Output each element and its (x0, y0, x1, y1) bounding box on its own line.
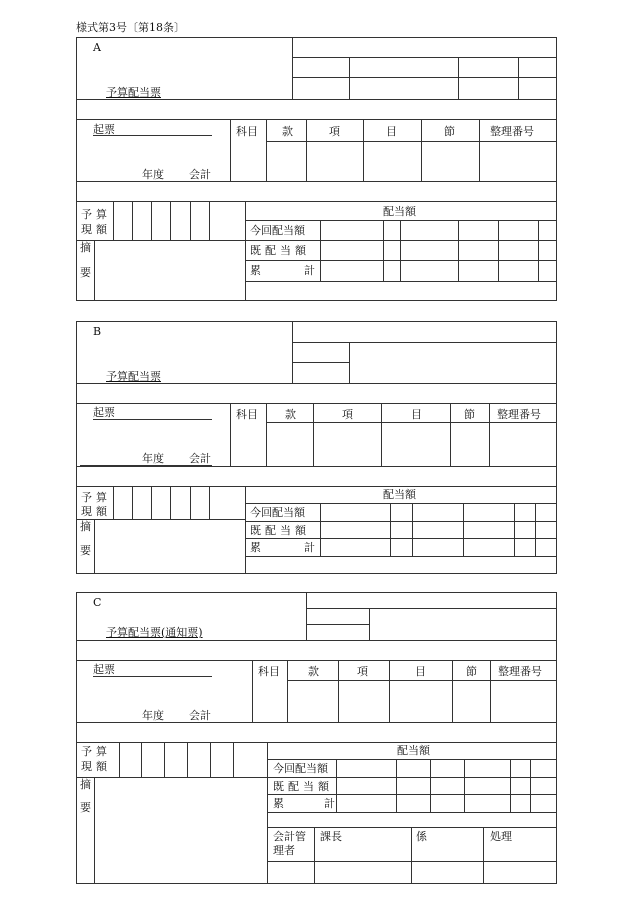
moku-label: 目 (415, 665, 426, 678)
you-label: 要 (80, 544, 91, 557)
genngaku-label: 現額 (81, 223, 111, 236)
kaikei-label: 会計 (189, 709, 211, 722)
seiri-label: 整理番号 (498, 665, 542, 678)
kan-label: 款 (285, 408, 296, 421)
kanrisha-label-2: 理者 (273, 844, 295, 857)
kei-label: 計 (304, 264, 315, 277)
kihaito-label: 既配当額 (273, 780, 333, 793)
kan-label: 款 (308, 665, 319, 678)
setsu-label: 節 (464, 408, 475, 421)
form-letter: C (93, 596, 102, 609)
genngaku-label: 現額 (81, 760, 111, 773)
kan-label: 款 (282, 125, 293, 138)
rui-label: 累 (273, 797, 284, 810)
yosan-label: 予算 (81, 208, 111, 221)
konkai-label: 今回配当額 (250, 506, 305, 519)
kou-label: 項 (329, 125, 340, 138)
kaikei-label: 会計 (189, 452, 211, 465)
nendo-label: 年度 (142, 168, 164, 181)
setsu-label: 節 (444, 125, 455, 138)
kamoku-label: 科目 (258, 665, 280, 678)
kanrisha-label: 会計管 (273, 830, 306, 843)
nendo-label: 年度 (142, 709, 164, 722)
you-label: 要 (80, 266, 91, 279)
moku-label: 目 (386, 125, 397, 138)
konkai-label: 今回配当額 (250, 224, 305, 237)
kamoku-label: 科目 (236, 125, 258, 138)
kihaito-label: 既配当額 (250, 524, 310, 537)
form-title: 予算配当票 (106, 370, 161, 383)
kihyo-label: 起票 (93, 406, 115, 419)
shori-label: 処理 (490, 830, 512, 843)
nendo-label: 年度 (142, 452, 164, 465)
form-letter: A (93, 41, 101, 54)
kou-label: 項 (342, 408, 353, 421)
teki-label: 摘 (80, 778, 91, 791)
form-title: 予算配当票 (106, 86, 161, 99)
haito-label: 配当額 (397, 744, 430, 757)
kaikei-label: 会計 (189, 168, 211, 181)
kacho-label: 課長 (320, 830, 342, 843)
teki-label: 摘 (80, 241, 91, 254)
seiri-label: 整理番号 (497, 408, 541, 421)
kihyo-label: 起票 (93, 123, 115, 136)
kakari-label: 係 (416, 830, 427, 843)
rui-label: 累 (250, 541, 261, 554)
kei-label: 計 (304, 541, 315, 554)
rui-label: 累 (250, 264, 261, 277)
kamoku-label: 科目 (236, 408, 258, 421)
teki-label: 摘 (80, 520, 91, 533)
kihaito-label: 既配当額 (250, 244, 310, 257)
haito-label: 配当額 (383, 488, 416, 501)
kei-label: 計 (324, 797, 335, 810)
moku-label: 目 (411, 408, 422, 421)
konkai-label: 今回配当額 (273, 762, 328, 775)
you-label: 要 (80, 801, 91, 814)
yosan-label: 予算 (81, 491, 111, 504)
form-title: 予算配当票(通知票) (106, 626, 203, 639)
yosan-label: 予算 (81, 745, 111, 758)
form-letter: B (93, 325, 102, 338)
genngaku-label: 現額 (81, 505, 111, 518)
form-header: 様式第3号〔第18条〕 (76, 21, 185, 34)
kou-label: 項 (357, 665, 368, 678)
setsu-label: 節 (466, 665, 477, 678)
kihyo-label: 起票 (93, 663, 115, 676)
haito-label: 配当額 (383, 205, 416, 218)
seiri-label: 整理番号 (490, 125, 534, 138)
